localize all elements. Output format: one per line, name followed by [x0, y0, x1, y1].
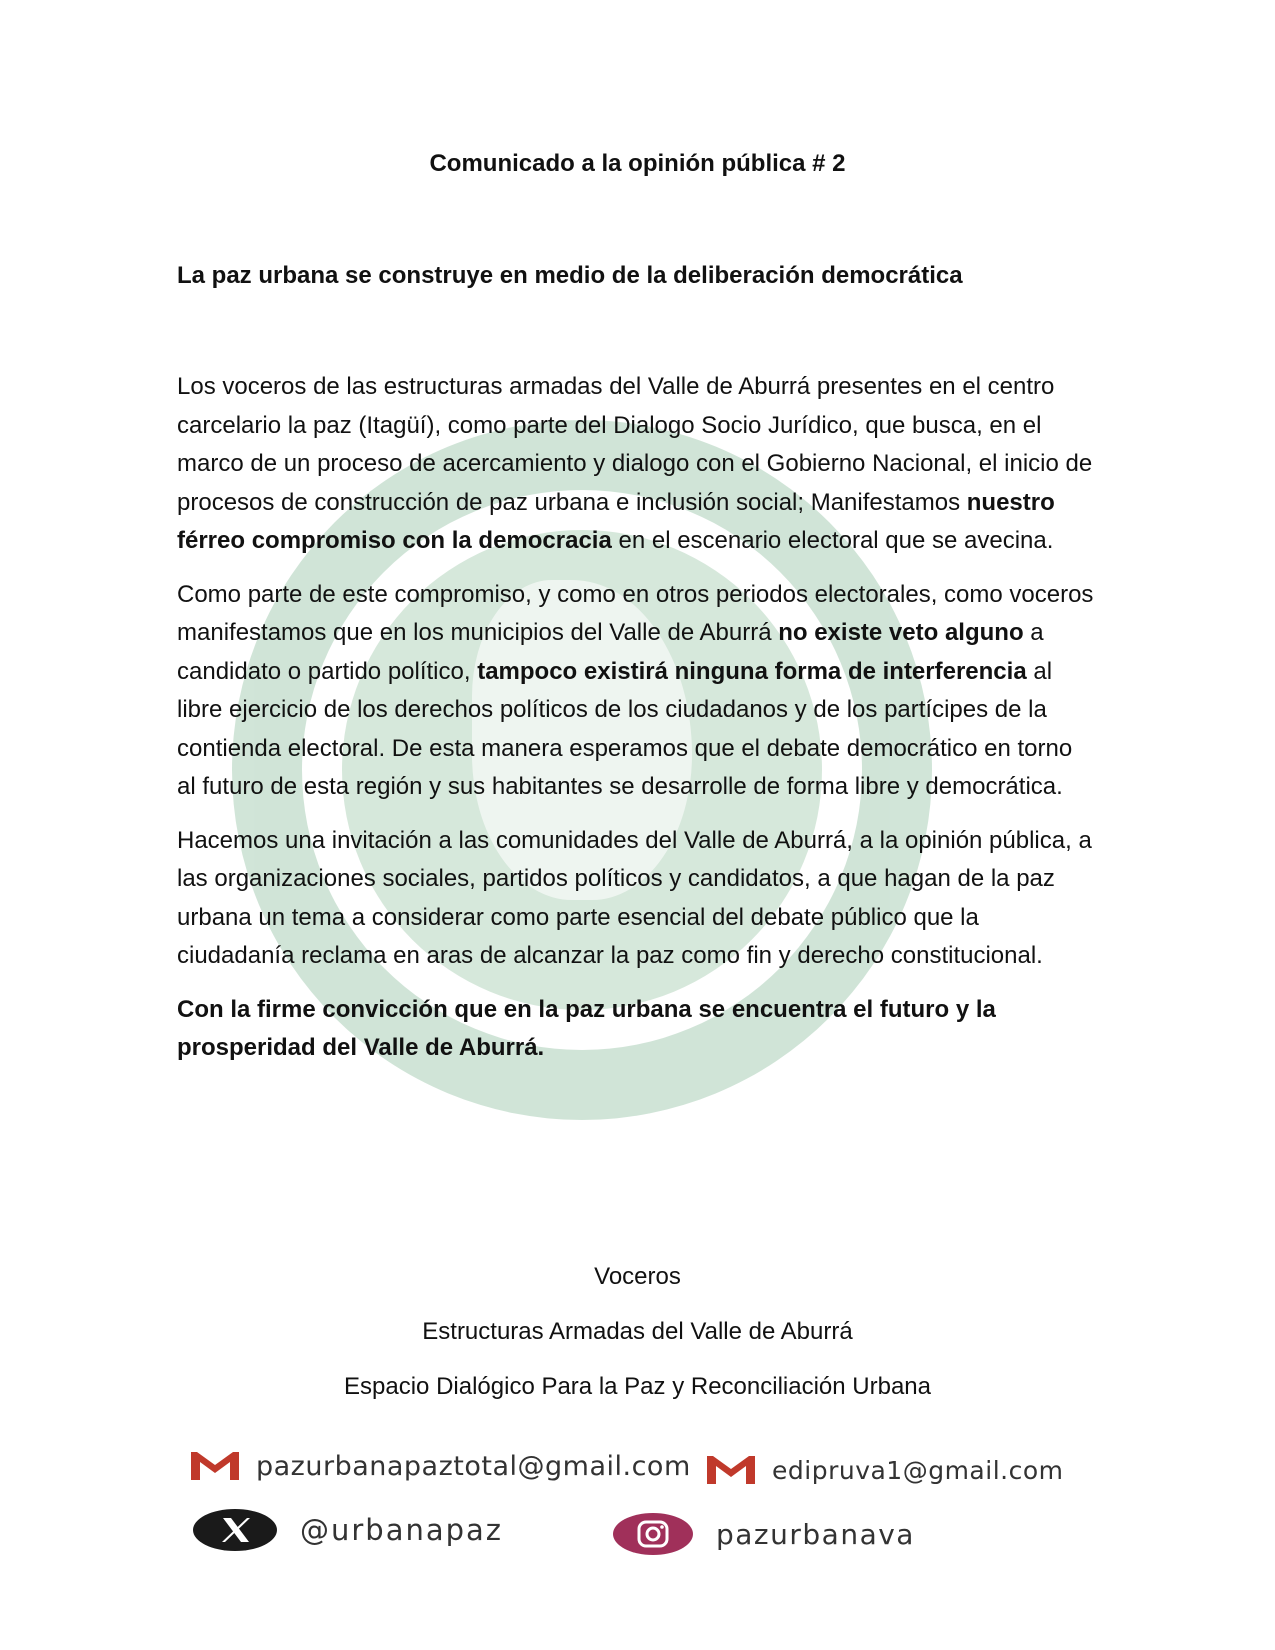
document-body: [177, 368, 1097, 1083]
paragraph-1-bold-a: nuestro férreo compromiso con la democracia: [177, 488, 1055, 554]
paragraph-2-text-a: Como parte de este compromiso, y como en otros periodos electorales, como voceros manifestamos que en los municipios del Valle de Aburrá: [177, 580, 1094, 646]
paragraph-1-text-b: en el escenario electoral que se avecina.: [611, 527, 1054, 554]
paragraph-2: [177, 576, 1097, 807]
instagram-icon: [612, 1512, 694, 1556]
gmail-icon: [704, 1452, 758, 1488]
signature-line-3: Espacio Dialógico Para la Paz y Reconciliación Urbana: [344, 1373, 931, 1400]
paragraph-2-bold-b: tampoco existirá ninguna forma de interferencia: [477, 657, 1027, 685]
paragraph-1: [177, 368, 1097, 561]
x-icon: [192, 1508, 278, 1552]
paragraph-3: Hacemos una invitación a las comunidades del Valle de Aburrá, a la opinión pública, a las organizaciones sociales, partidos políticos y candidatos, a que hagan de la paz urbana un tema a considerar como parte esencial del debate público que la ciudadanía reclama en aras de alcanzar la paz como fin y derecho constitucional.: [177, 826, 1092, 969]
contact-x: [192, 1508, 503, 1552]
x-handle-text[interactable]: @urbanapaz: [300, 1513, 504, 1547]
paragraph-2-bold-a: no existe veto alguno: [778, 619, 1024, 646]
paragraph-2-text-c: al libre ejercicio de los derechos políticos de los ciudadanos y de los partícipes de la contienda electoral. De esta manera esperamos que el debate democrático en torno al futuro de esta región y sus habitantes se desarrolle de forma libre y democrática.: [177, 657, 1073, 800]
signature-line-2: Estructuras Armadas del Valle de Aburrá: [422, 1318, 853, 1345]
email-1-text[interactable]: pazurbanapaztotal@gmail.com: [256, 1450, 691, 1482]
contact-instagram: [612, 1512, 915, 1556]
gmail-icon: [188, 1448, 242, 1484]
contact-email-2: [704, 1452, 1063, 1488]
page-title: Comunicado a la opinión pública # 2: [429, 150, 846, 177]
paragraph-2-text-b: a candidato o partido político,: [177, 619, 1044, 685]
signature-line-1: Voceros: [594, 1263, 681, 1290]
closing-statement: Con la firme convicción que en la paz urbana se encuentra el futuro y la prosperidad del Valle de Aburrá.: [177, 995, 996, 1061]
paragraph-1-text-a: Los voceros de las estructuras armadas del Valle de Aburrá presentes en el centro carcelario la paz (Itagüí), como parte del Dialogo Socio Jurídico, que busca, en el marco de un proceso de acercamiento y dialogo con el Gobierno Nacional, el inicio de procesos de construcción de paz urbana e inclusión social; Manifestamos: [177, 373, 1093, 516]
page-subtitle: La paz urbana se construye en medio de la deliberación democrática: [177, 262, 963, 289]
contact-email-1: [188, 1448, 691, 1484]
email-2-text[interactable]: edipruva1@gmail.com: [772, 1455, 1064, 1485]
instagram-handle-text[interactable]: pazurbanava: [716, 1517, 915, 1551]
signature-block: [0, 1262, 1275, 1427]
